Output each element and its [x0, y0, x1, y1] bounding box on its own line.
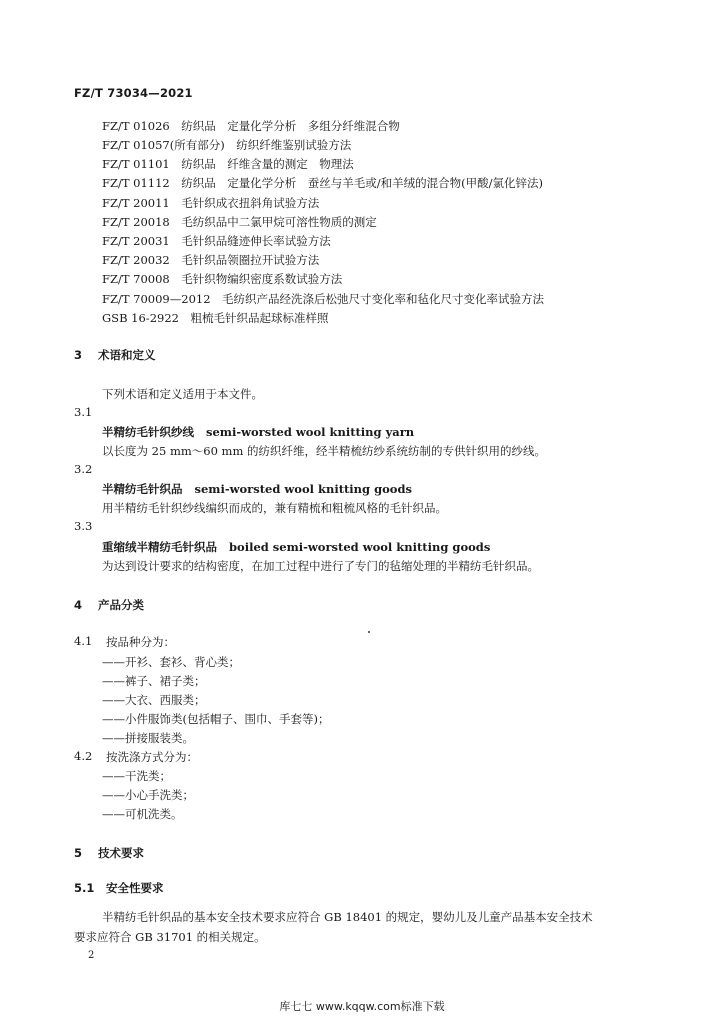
reference-item: FZ/T 70009—2012 毛纺织产品经洗涤后松弛尺寸变化率和毡化尺寸变化率试验方法: [102, 292, 545, 306]
reference-item: FZ/T 20032 毛针织品领圈拉开试验方法: [102, 253, 320, 267]
section-title: 术语和定义: [98, 348, 156, 362]
reference-item: FZ/T 01112 纺织品 定量化学分析 蚕丝与羊毛或/和羊绒的混合物(甲酸/氯化锌法): [102, 176, 543, 190]
subsection-number: 5.1: [74, 881, 95, 895]
term-en: boiled semi-worsted wool knitting goods: [229, 540, 491, 554]
reference-item: FZ/T 01026 纺织品 定量化学分析 多组分纤维混合物: [102, 119, 400, 133]
list-item: ——拼接服装类。: [102, 731, 194, 745]
term-definition: 以长度为 25 mm～60 mm 的纺织纤维，经半精梳纺纱系统纺制的专供针织用的纱线。: [102, 444, 547, 458]
term-en: semi-worsted wool knitting goods: [194, 482, 412, 496]
section-number: 4: [74, 598, 83, 612]
section-number: 5: [74, 846, 83, 860]
clause-text: 按洗涤方式分为：: [106, 750, 198, 764]
subsection-heading: [74, 880, 164, 896]
term-zh: 半精纺毛针织纱线: [102, 425, 194, 439]
reference-item: FZ/T 20031 毛针织品缝迹伸长率试验方法: [102, 234, 331, 248]
list-item: ——开衫、套衫、背心类；: [102, 655, 240, 669]
paragraph: 要求应符合 GB 31701 的相关规定。: [74, 930, 266, 944]
section-title: 技术要求: [98, 846, 144, 860]
section-number: 3: [74, 348, 83, 362]
paragraph: 半精纺毛针织品的基本安全技术要求应符合 GB 18401 的规定，婴幼儿及儿童产品基本安全技术: [102, 910, 593, 924]
term-number: 3.1: [74, 405, 93, 419]
term-title: [102, 539, 490, 555]
clause-text: 按品种分为：: [106, 635, 175, 649]
subsection-title: 安全性要求: [106, 881, 164, 895]
standard-code: FZ/T 73034—2021: [74, 86, 193, 100]
watermark-footer: 库七七 www.kqqw.com标准下载: [279, 1000, 445, 1013]
section-title: 产品分类: [98, 598, 144, 612]
term-title: [102, 424, 414, 440]
list-item: ——小心手洗类；: [102, 788, 194, 802]
term-zh: 重缩绒半精纺毛针织品: [102, 540, 217, 554]
section-heading: [74, 347, 156, 363]
term-en: semi-worsted wool knitting yarn: [206, 425, 415, 439]
term-number: 3.2: [74, 462, 93, 476]
term-title: [102, 481, 412, 497]
list-item: ——小件服饰类(包括帽子、围巾、手套等)；: [102, 712, 330, 726]
list-item: ——裤子、裙子类；: [102, 674, 206, 688]
reference-item: GSB 16-2922 粗梳毛针织品起球标准样照: [102, 311, 329, 325]
list-item: ——大衣、西服类；: [102, 693, 206, 707]
term-zh: 半精纺毛针织品: [102, 482, 183, 496]
list-item: ——可机洗类。: [102, 807, 183, 821]
section-heading: [74, 597, 144, 613]
scan-speck: [368, 631, 370, 633]
reference-item: FZ/T 01101 纺织品 纤维含量的测定 物理法: [102, 157, 354, 171]
reference-item: FZ/T 70008 毛针织物编织密度系数试验方法: [102, 272, 343, 286]
section-heading: [74, 845, 144, 861]
page-number: 2: [88, 950, 95, 961]
list-item: ——干洗类；: [102, 769, 171, 783]
reference-item: FZ/T 20018 毛纺织品中二氯甲烷可溶性物质的测定: [102, 215, 377, 229]
term-definition: 用半精纺毛针织纱线编织而成的，兼有精梳和粗梳风格的毛针织品。: [102, 501, 447, 515]
term-definition: 为达到设计要求的结构密度，在加工过程中进行了专门的毡缩处理的半精纺毛针织品。: [102, 559, 539, 573]
paragraph: 下列术语和定义适用于本文件。: [102, 387, 263, 401]
clause-number: 4.2: [74, 749, 93, 763]
reference-item: FZ/T 20011 毛针织成衣扭斜角试验方法: [102, 196, 320, 210]
clause-number: 4.1: [74, 634, 93, 648]
reference-item: FZ/T 01057(所有部分) 纺织纤维鉴别试验方法: [102, 138, 352, 152]
term-number: 3.3: [74, 519, 93, 533]
